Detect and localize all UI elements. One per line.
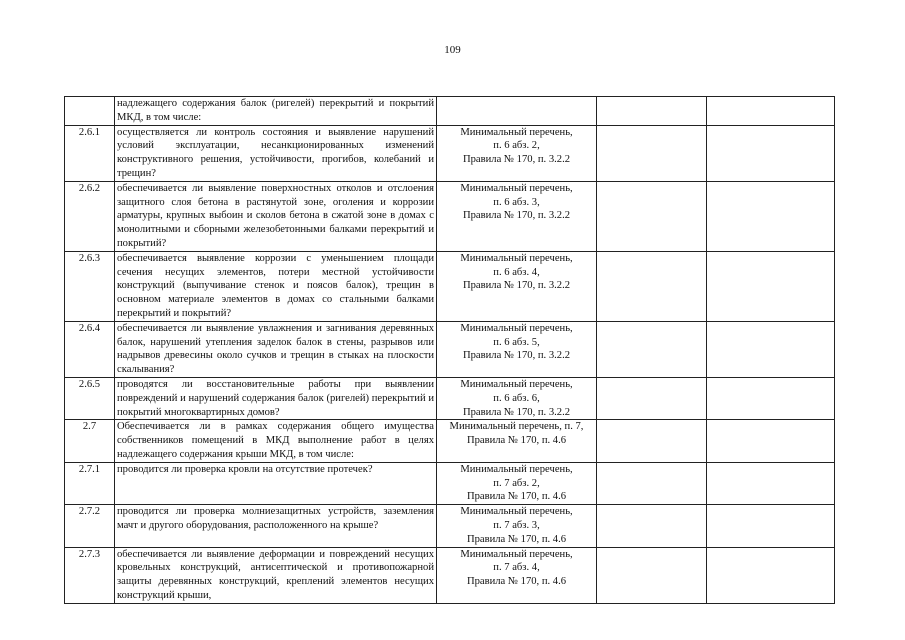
reference-line: п. 7 абз. 3,: [493, 519, 540, 531]
legal-reference: [437, 181, 597, 251]
reference-line: п. 6 абз. 2,: [493, 140, 540, 152]
checklist-table: [64, 96, 835, 604]
reference-line: Минимальный перечень,: [460, 126, 573, 138]
question-text: обеспечивается выявление коррозии с уменьшением площади сечения несущих элементов, потери местной устойчивости конструкций (выпучивание стенок и поясов балок), трещин в основном материале элементов в домах со стальными балками перекрытий и покрытий?: [115, 251, 437, 321]
table-row: [65, 321, 835, 377]
note-cell: [707, 321, 835, 377]
question-text: надлежащего содержания балок (ригелей) перекрытий и покрытий МКД, в том числе:: [115, 97, 437, 126]
note-cell: [707, 505, 835, 547]
question-text: обеспечивается ли выявление деформации и повреждений несущих кровельных конструкций, антисептической и противопожарной защиты деревянных конструкций, креплений элементов несущих конструкций крыши,: [115, 547, 437, 603]
item-number: [65, 97, 115, 126]
reference-line: п. 7 абз. 4,: [493, 562, 540, 574]
table-row: [65, 420, 835, 462]
legal-reference: [437, 321, 597, 377]
note-cell: [707, 97, 835, 126]
reference-line: Минимальный перечень,: [460, 182, 573, 194]
item-number: 2.7.3: [65, 547, 115, 603]
answer-cell: [597, 321, 707, 377]
answer-cell: [597, 97, 707, 126]
reference-line: п. 6 абз. 3,: [493, 196, 540, 208]
reference-line: Правила № 170, п. 3.2.2: [462, 406, 571, 418]
legal-reference: [437, 97, 597, 126]
note-cell: [707, 462, 835, 504]
table-row: [65, 181, 835, 251]
question-text: обеспечивается ли выявление поверхностных отколов и отслоения защитного слоя бетона в растянутой зоне, оголения и коррозии арматуры, крупных выбоин и сколов бетона в сжатой зоне в домах с монолитными и сборными железобетонными балками перекрытий и покрытий?: [115, 181, 437, 251]
checklist-body: [65, 97, 835, 604]
table-row: [65, 377, 835, 419]
legal-reference: [437, 547, 597, 603]
table-row: [65, 462, 835, 504]
note-cell: [707, 547, 835, 603]
reference-line: Правила № 170, п. 3.2.2: [462, 350, 571, 362]
answer-cell: [597, 462, 707, 504]
table-row: [65, 125, 835, 181]
table-row: [65, 505, 835, 547]
table-row: [65, 251, 835, 321]
reference-line: Минимальный перечень,: [460, 548, 573, 560]
answer-cell: [597, 181, 707, 251]
reference-line: п. 6 абз. 5,: [493, 336, 540, 348]
legal-reference: [437, 420, 597, 462]
reference-line: Минимальный перечень,: [460, 252, 573, 264]
legal-reference: [437, 462, 597, 504]
reference-line: п. 6 абз. 4,: [493, 266, 540, 278]
item-number: 2.6.5: [65, 377, 115, 419]
reference-line: Минимальный перечень,: [460, 506, 573, 518]
reference-line: Правила № 170, п. 3.2.2: [462, 210, 571, 222]
reference-line: п. 6 абз. 6,: [493, 392, 540, 404]
reference-line: Минимальный перечень, п. 7,: [449, 421, 584, 433]
item-number: 2.6.3: [65, 251, 115, 321]
question-text: осуществляется ли контроль состояния и выявление нарушений условий эксплуатации, несанкционированных изменений конструктивного решения, устойчивости, прогибов, колебаний и трещин?: [115, 125, 437, 181]
reference-line: Правила № 170, п. 4.6: [466, 576, 567, 588]
legal-reference: [437, 125, 597, 181]
answer-cell: [597, 420, 707, 462]
note-cell: [707, 420, 835, 462]
question-text: проводятся ли восстановительные работы при выявлении повреждений и нарушений содержания балок (ригелей) перекрытий и покрытий многоквартирных домов?: [115, 377, 437, 419]
question-text: обеспечивается ли выявление увлажнения и загнивания деревянных балок, нарушений утепления заделок балок в стены, разрывов или надрывов древесины около сучков и трещин в стыках на плоскости скалывания?: [115, 321, 437, 377]
legal-reference: [437, 251, 597, 321]
answer-cell: [597, 547, 707, 603]
item-number: 2.7.1: [65, 462, 115, 504]
answer-cell: [597, 251, 707, 321]
reference-line: Правила № 170, п. 3.2.2: [462, 280, 571, 292]
reference-line: Минимальный перечень,: [460, 463, 573, 475]
item-number: 2.7.2: [65, 505, 115, 547]
item-number: 2.7: [65, 420, 115, 462]
page-number: 109: [444, 44, 461, 56]
note-cell: [707, 251, 835, 321]
item-number: 2.6.4: [65, 321, 115, 377]
reference-line: Правила № 170, п. 4.6: [466, 435, 567, 447]
note-cell: [707, 125, 835, 181]
item-number: 2.6.1: [65, 125, 115, 181]
note-cell: [707, 181, 835, 251]
legal-reference: [437, 505, 597, 547]
answer-cell: [597, 125, 707, 181]
reference-line: п. 7 абз. 2,: [493, 477, 540, 489]
question-text: проводится ли проверка молниезащитных устройств, заземления мачт и другого оборудования, расположенного на крыше?: [115, 505, 437, 547]
answer-cell: [597, 377, 707, 419]
note-cell: [707, 377, 835, 419]
legal-reference: [437, 377, 597, 419]
table-row: [65, 97, 835, 126]
reference-line: Правила № 170, п. 3.2.2: [462, 154, 571, 166]
reference-line: Правила № 170, п. 4.6: [466, 533, 567, 545]
item-number: 2.6.2: [65, 181, 115, 251]
question-text: проводится ли проверка кровли на отсутствие протечек?: [115, 462, 437, 504]
reference-line: Минимальный перечень,: [460, 378, 573, 390]
table-row: [65, 547, 835, 603]
answer-cell: [597, 505, 707, 547]
reference-line: Минимальный перечень,: [460, 322, 573, 334]
question-text: Обеспечивается ли в рамках содержания общего имущества собственников помещений в МКД выполнение работ в целях надлежащего содержания крыши МКД, в том числе:: [115, 420, 437, 462]
reference-line: Правила № 170, п. 4.6: [466, 491, 567, 503]
